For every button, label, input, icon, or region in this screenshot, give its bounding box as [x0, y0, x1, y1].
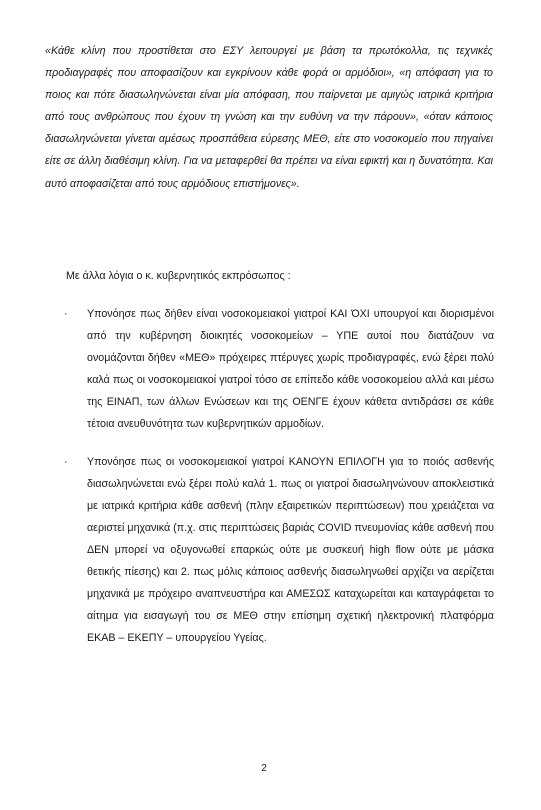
bullet-text: Υπονόησε πως οι νοσοκομειακοί γιατροί ΚΑΝΟΥΝ ΕΠΙΛΟΓΗ για το ποιός ασθενής διασωληνώνεται ενώ ξέρει πολύ καλά 1. πως οι γιατροί διασωληνώνουν αποκλειστικά με ιατρικά κριτήρια κάθε ασθενή (πλην εξαιρετικών περιπτώσεων) που χρειάζεται να αεριστεί μηχανικά (π.χ. στις περιπτώσεις βαριάς COVID πνευμονίας κάθε ασθενή που ΔΕΝ μπορεί να οξυγονωθεί επαρκώς ούτε με συσκευή high flow ούτε με μάσκα θετικής πίεσης) και 2. πως μόλις κάποιος ασθενής διασωληνωθεί αρχίζει να αερίζεται μηχανικά με πρόχειρο αναπνευστήρα και ΑΜΕΣΩΣ καταχωρείται και καταγράφεται το αίτημα για εισαγωγή του σε ΜΕΘ στην επίσημη σχετική ηλεκτρονική πλατφόρμα ΕΚΑΒ – ΕΚΕΠΥ – υπουργείου Υγείας. — [87, 455, 494, 645]
bullet-dot-icon: · — [64, 455, 68, 468]
intro-line: Με άλλα λόγια ο κ. κυβερνητικός εκπρόσωπος : — [66, 270, 291, 282]
bullet-text: Υπονόησε πως δήθεν είναι νοσοκομειακοί γιατροί ΚΑΙ ΌΧΙ υπουργοί και διορισμένοι από την κυβέρνηση διοικητές νοσοκομείων – ΥΠΕ αυτοί που διατάζουν να ονομάζονται δήθεν «ΜΕΘ» πρόχειρες πτέρυγες χωρίς προδιαγραφές, ενώ ξέρει πολύ καλά πως οι νοσοκομειακοί γιατροί τόσο σε επίπεδο κάθε νοσοκομείου αλλά και μέσω της ΕΙΝΑΠ, των άλλων Ενώσεων και της ΟΕΝΓΕ έχουν κάθετα αντιδράσει σε κάθε τέτοια ανευθυνότητα των κυβερνητικών αρμοδίων. — [87, 308, 494, 431]
bullet-dot-icon: · — [64, 308, 68, 320]
bullet-item — [64, 303, 494, 436]
page-number: 2 — [261, 763, 267, 774]
bullet-item — [64, 451, 494, 650]
bullet-list — [64, 303, 494, 664]
quote-paragraph: «Κάθε κλίνη που προστίθεται στο ΕΣΥ λειτουργεί με βάση τα πρωτόκολλα, τις τεχνικές προδιαγραφές που αποφασίζουν και εγκρίνουν κάθε φορά οι αρμόδιοι», «η απόφαση για το ποιος και πότε διασωληνώνεται είναι μία απόφαση, που παίρνεται με αμιγώς ιατρικά κριτήρια από τους ανθρώπους που έχουν τη γνώση και την ευθύνη να την πάρουν», «όταν κάποιος διασωληνώνεται γίνεται αμέσως προσπάθεια εύρεσης ΜΕΘ, είτε στο νοσοκομείο που πηγαίνει είτε σε άλλη διαθέσιμη κλίνη. Για να μεταφερθεί θα πρέπει να είναι εφικτή και η δυνατότητα. Και αυτό αποφασίζεται από τους αρμόδιους επιστήμονες». — [45, 45, 493, 190]
